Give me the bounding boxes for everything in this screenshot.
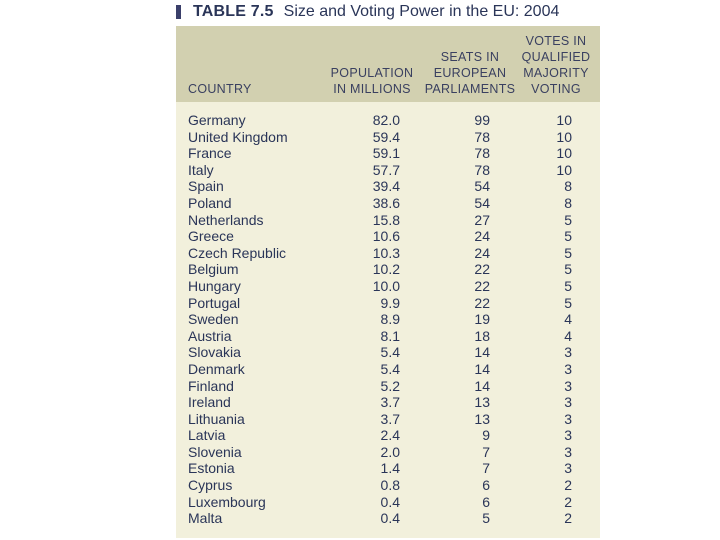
- population-cell: 38.6: [372, 194, 400, 211]
- seats-cell: 14: [474, 360, 490, 377]
- seats-cell: 18: [474, 327, 490, 344]
- population-cell: 10.6: [372, 228, 400, 245]
- eu-voting-table: [176, 26, 600, 538]
- seats-cell: 13: [474, 394, 490, 411]
- seats-cell: 78: [474, 128, 490, 145]
- header-population: [324, 65, 420, 97]
- seats-cell: 6: [482, 477, 490, 494]
- votes-cell: 10: [556, 161, 572, 178]
- table-row: [176, 510, 600, 527]
- country-cell: Portugal: [188, 294, 241, 311]
- seats-cell: 24: [474, 228, 490, 245]
- seats-cell: 78: [474, 161, 490, 178]
- country-cell: Hungary: [188, 277, 241, 294]
- table-row: [176, 245, 600, 262]
- seats-cell: 19: [474, 311, 490, 328]
- title-marker: [176, 5, 181, 19]
- votes-cell: 10: [556, 145, 572, 162]
- header-country-line: COUNTRY: [188, 82, 252, 96]
- votes-cell: 3: [564, 394, 572, 411]
- population-cell: 15.8: [372, 211, 400, 228]
- header-seats: [424, 49, 516, 97]
- country-cell: Spain: [188, 178, 224, 195]
- table-row: [176, 460, 600, 477]
- table-row: [176, 477, 600, 494]
- population-cell: 0.4: [380, 510, 400, 527]
- votes-cell: 2: [564, 510, 572, 527]
- header-country: [188, 81, 252, 97]
- population-cell: 3.7: [380, 410, 400, 427]
- population-cell: 10.3: [372, 244, 400, 261]
- votes-cell: 3: [564, 460, 572, 477]
- votes-cell: 10: [556, 112, 572, 128]
- table-body: [176, 112, 600, 527]
- votes-cell: 5: [564, 294, 572, 311]
- table-caption: Size and Voting Power in the EU: 2004: [283, 3, 560, 20]
- population-cell: 3.7: [380, 394, 400, 411]
- seats-cell: 14: [474, 344, 490, 361]
- seats-cell: 27: [474, 211, 490, 228]
- votes-cell: 3: [564, 344, 572, 361]
- table-row: [176, 228, 600, 245]
- votes-cell: 2: [564, 477, 572, 494]
- country-cell: Slovakia: [188, 344, 241, 361]
- country-cell: Poland: [188, 194, 232, 211]
- country-cell: Ireland: [188, 394, 231, 411]
- votes-cell: 5: [564, 261, 572, 278]
- country-cell: Greece: [188, 228, 234, 245]
- country-cell: Czech Republic: [188, 244, 287, 261]
- population-cell: 10.2: [372, 261, 400, 278]
- votes-cell: 3: [564, 410, 572, 427]
- table-header: [176, 26, 600, 102]
- country-cell: Denmark: [188, 360, 245, 377]
- country-cell: France: [188, 145, 232, 162]
- country-cell: Austria: [188, 327, 232, 344]
- seats-cell: 7: [482, 443, 490, 460]
- table-row: [176, 295, 600, 312]
- table-title: [176, 0, 559, 24]
- seats-cell: 78: [474, 145, 490, 162]
- population-cell: 59.4: [372, 128, 400, 145]
- population-cell: 59.1: [372, 145, 400, 162]
- votes-cell: 3: [564, 360, 572, 377]
- table-row: [176, 328, 600, 345]
- votes-cell: 3: [564, 427, 572, 444]
- country-cell: Germany: [188, 112, 246, 128]
- votes-cell: 4: [564, 311, 572, 328]
- header-seats-line: PARLIAMENTS: [424, 82, 516, 96]
- header-seats-line: SEATS IN: [440, 50, 500, 64]
- table-row: [176, 311, 600, 328]
- seats-cell: 22: [474, 277, 490, 294]
- seats-cell: 54: [474, 178, 490, 195]
- table-row: [176, 278, 600, 295]
- votes-cell: 5: [564, 244, 572, 261]
- table-row: [176, 361, 600, 378]
- seats-cell: 7: [482, 460, 490, 477]
- header-votes-line: QUALIFIED: [521, 50, 591, 64]
- seats-cell: 54: [474, 194, 490, 211]
- table-row: [176, 444, 600, 461]
- seats-cell: 6: [482, 493, 490, 510]
- table-label: TABLE 7.5: [193, 3, 274, 20]
- seats-cell: 22: [474, 294, 490, 311]
- table-row: [176, 112, 600, 129]
- table-row: [176, 145, 600, 162]
- country-cell: Cyprus: [188, 477, 233, 494]
- table-row: [176, 411, 600, 428]
- population-cell: 2.0: [380, 443, 400, 460]
- votes-cell: 10: [556, 128, 572, 145]
- seats-cell: 9: [482, 427, 490, 444]
- population-cell: 1.4: [380, 460, 400, 477]
- seats-cell: 22: [474, 261, 490, 278]
- country-cell: Belgium: [188, 261, 239, 278]
- table-row: [176, 394, 600, 411]
- seats-cell: 24: [474, 244, 490, 261]
- votes-cell: 4: [564, 327, 572, 344]
- population-cell: 57.7: [372, 161, 400, 178]
- population-cell: 8.1: [380, 327, 400, 344]
- population-cell: 5.4: [380, 360, 400, 377]
- country-cell: Finland: [188, 377, 234, 394]
- table-row: [176, 129, 600, 146]
- country-cell: Lithuania: [188, 410, 245, 427]
- country-cell: Latvia: [188, 427, 226, 444]
- country-cell: Estonia: [188, 460, 235, 477]
- population-cell: 82.0: [372, 112, 400, 128]
- population-cell: 5.4: [380, 344, 400, 361]
- header-votes: [516, 33, 596, 97]
- country-cell: Slovenia: [188, 443, 242, 460]
- seats-cell: 14: [474, 377, 490, 394]
- header-votes-line: MAJORITY: [523, 66, 589, 80]
- votes-cell: 2: [564, 493, 572, 510]
- population-cell: 8.9: [380, 311, 400, 328]
- country-cell: Luxembourg: [188, 493, 266, 510]
- table-row: [176, 344, 600, 361]
- table-row: [176, 494, 600, 511]
- population-cell: 10.0: [372, 277, 400, 294]
- population-cell: 9.9: [380, 294, 400, 311]
- seats-cell: 5: [482, 510, 490, 527]
- header-population-line: IN MILLIONS: [333, 82, 411, 96]
- country-cell: Malta: [188, 510, 223, 527]
- table-row: [176, 195, 600, 212]
- header-seats-line: EUROPEAN: [433, 66, 507, 80]
- population-cell: 2.4: [380, 427, 400, 444]
- population-cell: 39.4: [372, 178, 400, 195]
- table-row: [176, 212, 600, 229]
- table-row: [176, 378, 600, 395]
- votes-cell: 8: [564, 178, 572, 195]
- country-cell: Sweden: [188, 311, 239, 328]
- table-row: [176, 261, 600, 278]
- country-cell: United Kingdom: [188, 128, 288, 145]
- population-cell: 0.4: [380, 493, 400, 510]
- votes-cell: 5: [564, 211, 572, 228]
- country-cell: Italy: [188, 161, 214, 178]
- population-cell: 0.8: [380, 477, 400, 494]
- header-votes-line: VOTES IN: [525, 34, 587, 48]
- table-row: [176, 162, 600, 179]
- header-population-line: POPULATION: [330, 66, 414, 80]
- table-row: [176, 427, 600, 444]
- seats-cell: 99: [474, 112, 490, 128]
- votes-cell: 8: [564, 194, 572, 211]
- votes-cell: 5: [564, 228, 572, 245]
- votes-cell: 5: [564, 277, 572, 294]
- header-votes-line: VOTING: [531, 82, 581, 96]
- table-row: [176, 178, 600, 195]
- votes-cell: 3: [564, 377, 572, 394]
- seats-cell: 13: [474, 410, 490, 427]
- population-cell: 5.2: [380, 377, 400, 394]
- votes-cell: 3: [564, 443, 572, 460]
- country-cell: Netherlands: [188, 211, 264, 228]
